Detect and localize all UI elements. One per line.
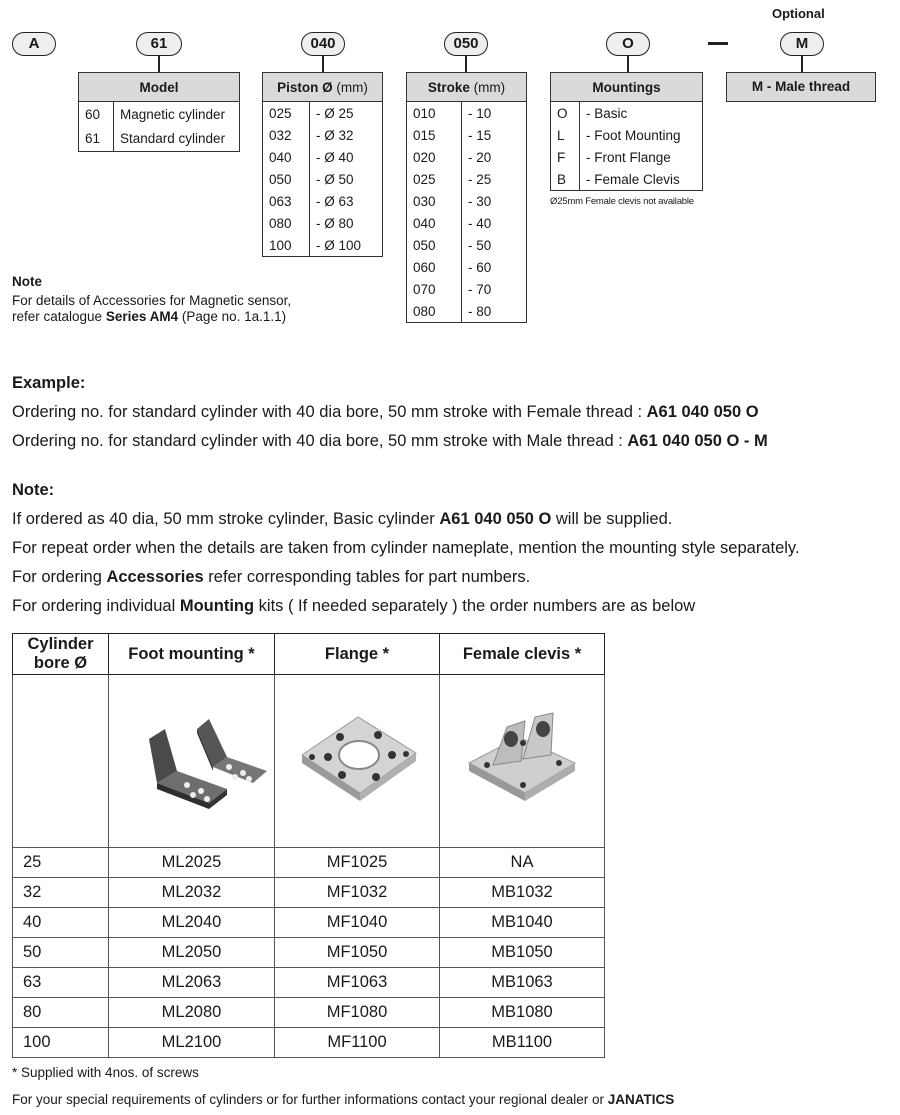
header-foot: Foot mounting * bbox=[109, 634, 275, 675]
cell-bore: 40 bbox=[13, 908, 109, 938]
cell-flange: MF1080 bbox=[275, 998, 440, 1028]
connector-mounting bbox=[627, 56, 629, 72]
side-note-title: Note bbox=[12, 274, 42, 289]
table-row: B - Female Clevis bbox=[551, 168, 703, 191]
code-piston: 040 bbox=[301, 32, 345, 56]
female-clevis-image bbox=[440, 675, 605, 848]
table-row bbox=[13, 848, 605, 878]
table-row: F - Front Flange bbox=[551, 146, 703, 168]
table-row: 070 - 70 bbox=[407, 278, 527, 300]
header-bore: Cylinder bore Ø bbox=[13, 634, 109, 675]
piston-table bbox=[262, 72, 383, 257]
table-row bbox=[13, 908, 605, 938]
note-line1: If ordered as 40 dia, 50 mm stroke cylinder, Basic cylinder A61 040 050 O will be supplied. bbox=[12, 510, 673, 528]
cell-foot: ML2100 bbox=[109, 1028, 275, 1058]
example-line1: Ordering no. for standard cylinder with 40 dia bore, 50 mm stroke with Female thread : A61 040 050 O bbox=[12, 403, 759, 421]
stroke-table bbox=[406, 72, 527, 323]
mounting-kit-table bbox=[12, 633, 605, 1058]
connector-stroke bbox=[465, 56, 467, 72]
header-flange: Flange * bbox=[275, 634, 440, 675]
cell-flange: MF1100 bbox=[275, 1028, 440, 1058]
cell-clevis: MB1063 bbox=[440, 968, 605, 998]
optional-label: Optional bbox=[772, 6, 825, 21]
cell-flange: MF1040 bbox=[275, 908, 440, 938]
cell-bore: 25 bbox=[13, 848, 109, 878]
table-row: 063 - Ø 63 bbox=[263, 190, 383, 212]
cell-bore: 63 bbox=[13, 968, 109, 998]
table-row: 040 - 40 bbox=[407, 212, 527, 234]
cell-clevis: NA bbox=[440, 848, 605, 878]
cell-clevis: MB1050 bbox=[440, 938, 605, 968]
table-row: 61 Standard cylinder bbox=[79, 127, 240, 152]
note-line2: For repeat order when the details are taken from cylinder nameplate, mention the mounting style separately. bbox=[12, 539, 800, 557]
table-row: 080 - 80 bbox=[407, 300, 527, 323]
code-stroke: 050 bbox=[444, 32, 488, 56]
contact-note: For your special requirements of cylinders or for further informations contact your regional dealer or JANATICS bbox=[12, 1092, 675, 1107]
table-row: 025 - Ø 25 bbox=[263, 102, 383, 125]
cell-foot: ML2040 bbox=[109, 908, 275, 938]
model-table bbox=[78, 72, 240, 152]
code-male: M bbox=[780, 32, 824, 56]
table-row: 050 - Ø 50 bbox=[263, 168, 383, 190]
side-note-line2: refer catalogue Series AM4 (Page no. 1a.1.1) bbox=[12, 309, 287, 324]
note-title: Note: bbox=[12, 481, 55, 499]
table-row: 025 - 25 bbox=[407, 168, 527, 190]
code-mounting: O bbox=[606, 32, 650, 56]
table-row: 60 Magnetic cylinder bbox=[79, 102, 240, 127]
code-dash bbox=[708, 42, 728, 45]
model-header: Model bbox=[79, 73, 240, 102]
table-row: 060 - 60 bbox=[407, 256, 527, 278]
header-clevis: Female clevis * bbox=[440, 634, 605, 675]
cell-foot: ML2063 bbox=[109, 968, 275, 998]
example-line2: Ordering no. for standard cylinder with 40 dia bore, 50 mm stroke with Male thread : A61 040 050 O - M bbox=[12, 432, 768, 450]
cell-foot: ML2032 bbox=[109, 878, 275, 908]
table-row bbox=[13, 1028, 605, 1058]
table-row: 032 - Ø 32 bbox=[263, 124, 383, 146]
screws-note: * Supplied with 4nos. of screws bbox=[12, 1065, 199, 1080]
piston-header: Piston Ø (mm) bbox=[263, 73, 383, 102]
connector-piston bbox=[322, 56, 324, 72]
table-row: O - Basic bbox=[551, 102, 703, 125]
table-row: 030 - 30 bbox=[407, 190, 527, 212]
table-row: 020 - 20 bbox=[407, 146, 527, 168]
table-row: 100 - Ø 100 bbox=[263, 234, 383, 257]
table-row: 010 - 10 bbox=[407, 102, 527, 125]
connector-model bbox=[158, 56, 160, 72]
cell-bore: 80 bbox=[13, 998, 109, 1028]
foot-mounting-image bbox=[109, 675, 275, 848]
table-row: 050 - 50 bbox=[407, 234, 527, 256]
cell-clevis: MB1040 bbox=[440, 908, 605, 938]
cell-foot: ML2025 bbox=[109, 848, 275, 878]
table-row bbox=[13, 938, 605, 968]
flange-image bbox=[275, 675, 440, 848]
cell-flange: MF1063 bbox=[275, 968, 440, 998]
connector-male bbox=[801, 56, 803, 72]
cell-flange: MF1025 bbox=[275, 848, 440, 878]
note-line3: For ordering Accessories refer corresponding tables for part numbers. bbox=[12, 568, 531, 586]
table-row bbox=[13, 998, 605, 1028]
side-note-line1: For details of Accessories for Magnetic sensor, bbox=[12, 293, 292, 308]
note-line4: For ordering individual Mounting kits ( If needed separately ) the order numbers are as below bbox=[12, 597, 696, 615]
cell-clevis: MB1080 bbox=[440, 998, 605, 1028]
cell-flange: MF1032 bbox=[275, 878, 440, 908]
mounting-footnote: Ø25mm Female clevis not available bbox=[550, 196, 694, 207]
table-row: 080 - Ø 80 bbox=[263, 212, 383, 234]
cell-bore: 32 bbox=[13, 878, 109, 908]
cell-bore: 50 bbox=[13, 938, 109, 968]
stroke-header: Stroke (mm) bbox=[407, 73, 527, 102]
code-model: 61 bbox=[136, 32, 182, 56]
table-row: 015 - 15 bbox=[407, 124, 527, 146]
mounting-table bbox=[550, 72, 703, 191]
cell-foot: ML2050 bbox=[109, 938, 275, 968]
table-row: L - Foot Mounting bbox=[551, 124, 703, 146]
mounting-header: Mountings bbox=[551, 73, 703, 102]
cell-foot: ML2080 bbox=[109, 998, 275, 1028]
cell-bore: 100 bbox=[13, 1028, 109, 1058]
cell-flange: MF1050 bbox=[275, 938, 440, 968]
cell-clevis: MB1032 bbox=[440, 878, 605, 908]
table-row bbox=[13, 878, 605, 908]
table-row: 040 - Ø 40 bbox=[263, 146, 383, 168]
table-row bbox=[13, 968, 605, 998]
male-thread-box: M - Male thread bbox=[726, 72, 876, 102]
cell-clevis: MB1100 bbox=[440, 1028, 605, 1058]
code-series: A bbox=[12, 32, 56, 56]
example-title: Example: bbox=[12, 374, 86, 392]
